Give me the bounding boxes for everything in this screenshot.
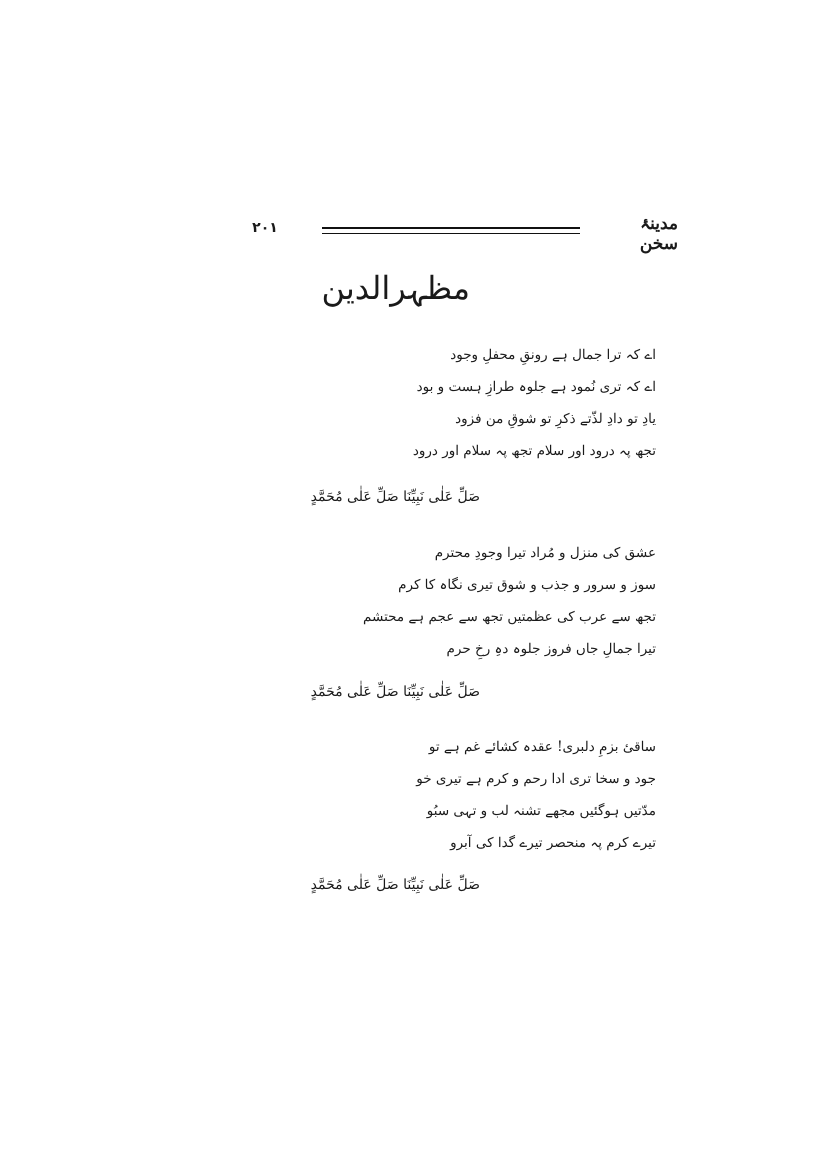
verse-line: جود و سخا تری ادا رحم و کرم ہے تیری خو [416,771,656,787]
stanza-3 [416,731,656,859]
stanza-1 [412,339,656,467]
page-number: ۲۰۱ [252,220,278,236]
running-header-title: مدینۂ سخن [639,214,678,254]
verse-line: تیرے کرم پہ منحصر تیرے گدا کی آبرو [450,835,656,851]
verse-line: تجھ سے عرب کی عظمتیں تجھ سے عجم ہے محتشم [363,609,656,625]
verse-line: تجھ پہ درود اور سلام تجھ پہ سلام اور درود [412,443,656,459]
header-double-rule [322,227,580,234]
stanza-2 [363,537,656,665]
refrain-line: صَلِّ عَلٰی نَبِیِّنَا صَلِّ عَلٰی مُحَمَّدٍ [310,684,480,700]
verse-line: یادِ تو دادِ لذّتے ذکرِ تو شوقِ من فزود [455,411,656,427]
verse-line: اے کہ ترا جمال ہے رونقِ محفلِ وجود [450,347,656,363]
verse-line: ساقیٔ بزمِ دلبری! عقدہ کشائے غم ہے تو [428,739,656,755]
verse-line: عشق کی منزل و مُراد تیرا وجودِ محترم [434,545,656,561]
verse-line: تیرا جمالِ جاں فروز جلوہ دہِ رخِ حرم [446,641,656,657]
verse-line: سوز و سرور و جذب و شوق تیری نگاہ کا کرم [398,577,656,593]
refrain-line: صَلِّ عَلٰی نَبِیِّنَا صَلِّ عَلٰی مُحَمَّدٍ [310,489,480,505]
verse-line: مدّتیں ہوگئیں مجھے تشنہ لب و تہی سبُو [426,803,656,819]
verse-line: اے کہ تری نُمود ہے جلوہ طرازِ ہست و بود [416,379,656,395]
refrain-line: صَلِّ عَلٰی نَبِیِّنَا صَلِّ عَلٰی مُحَمَّدٍ [310,877,480,893]
poet-name-heading: مظہرالدین [321,269,470,307]
